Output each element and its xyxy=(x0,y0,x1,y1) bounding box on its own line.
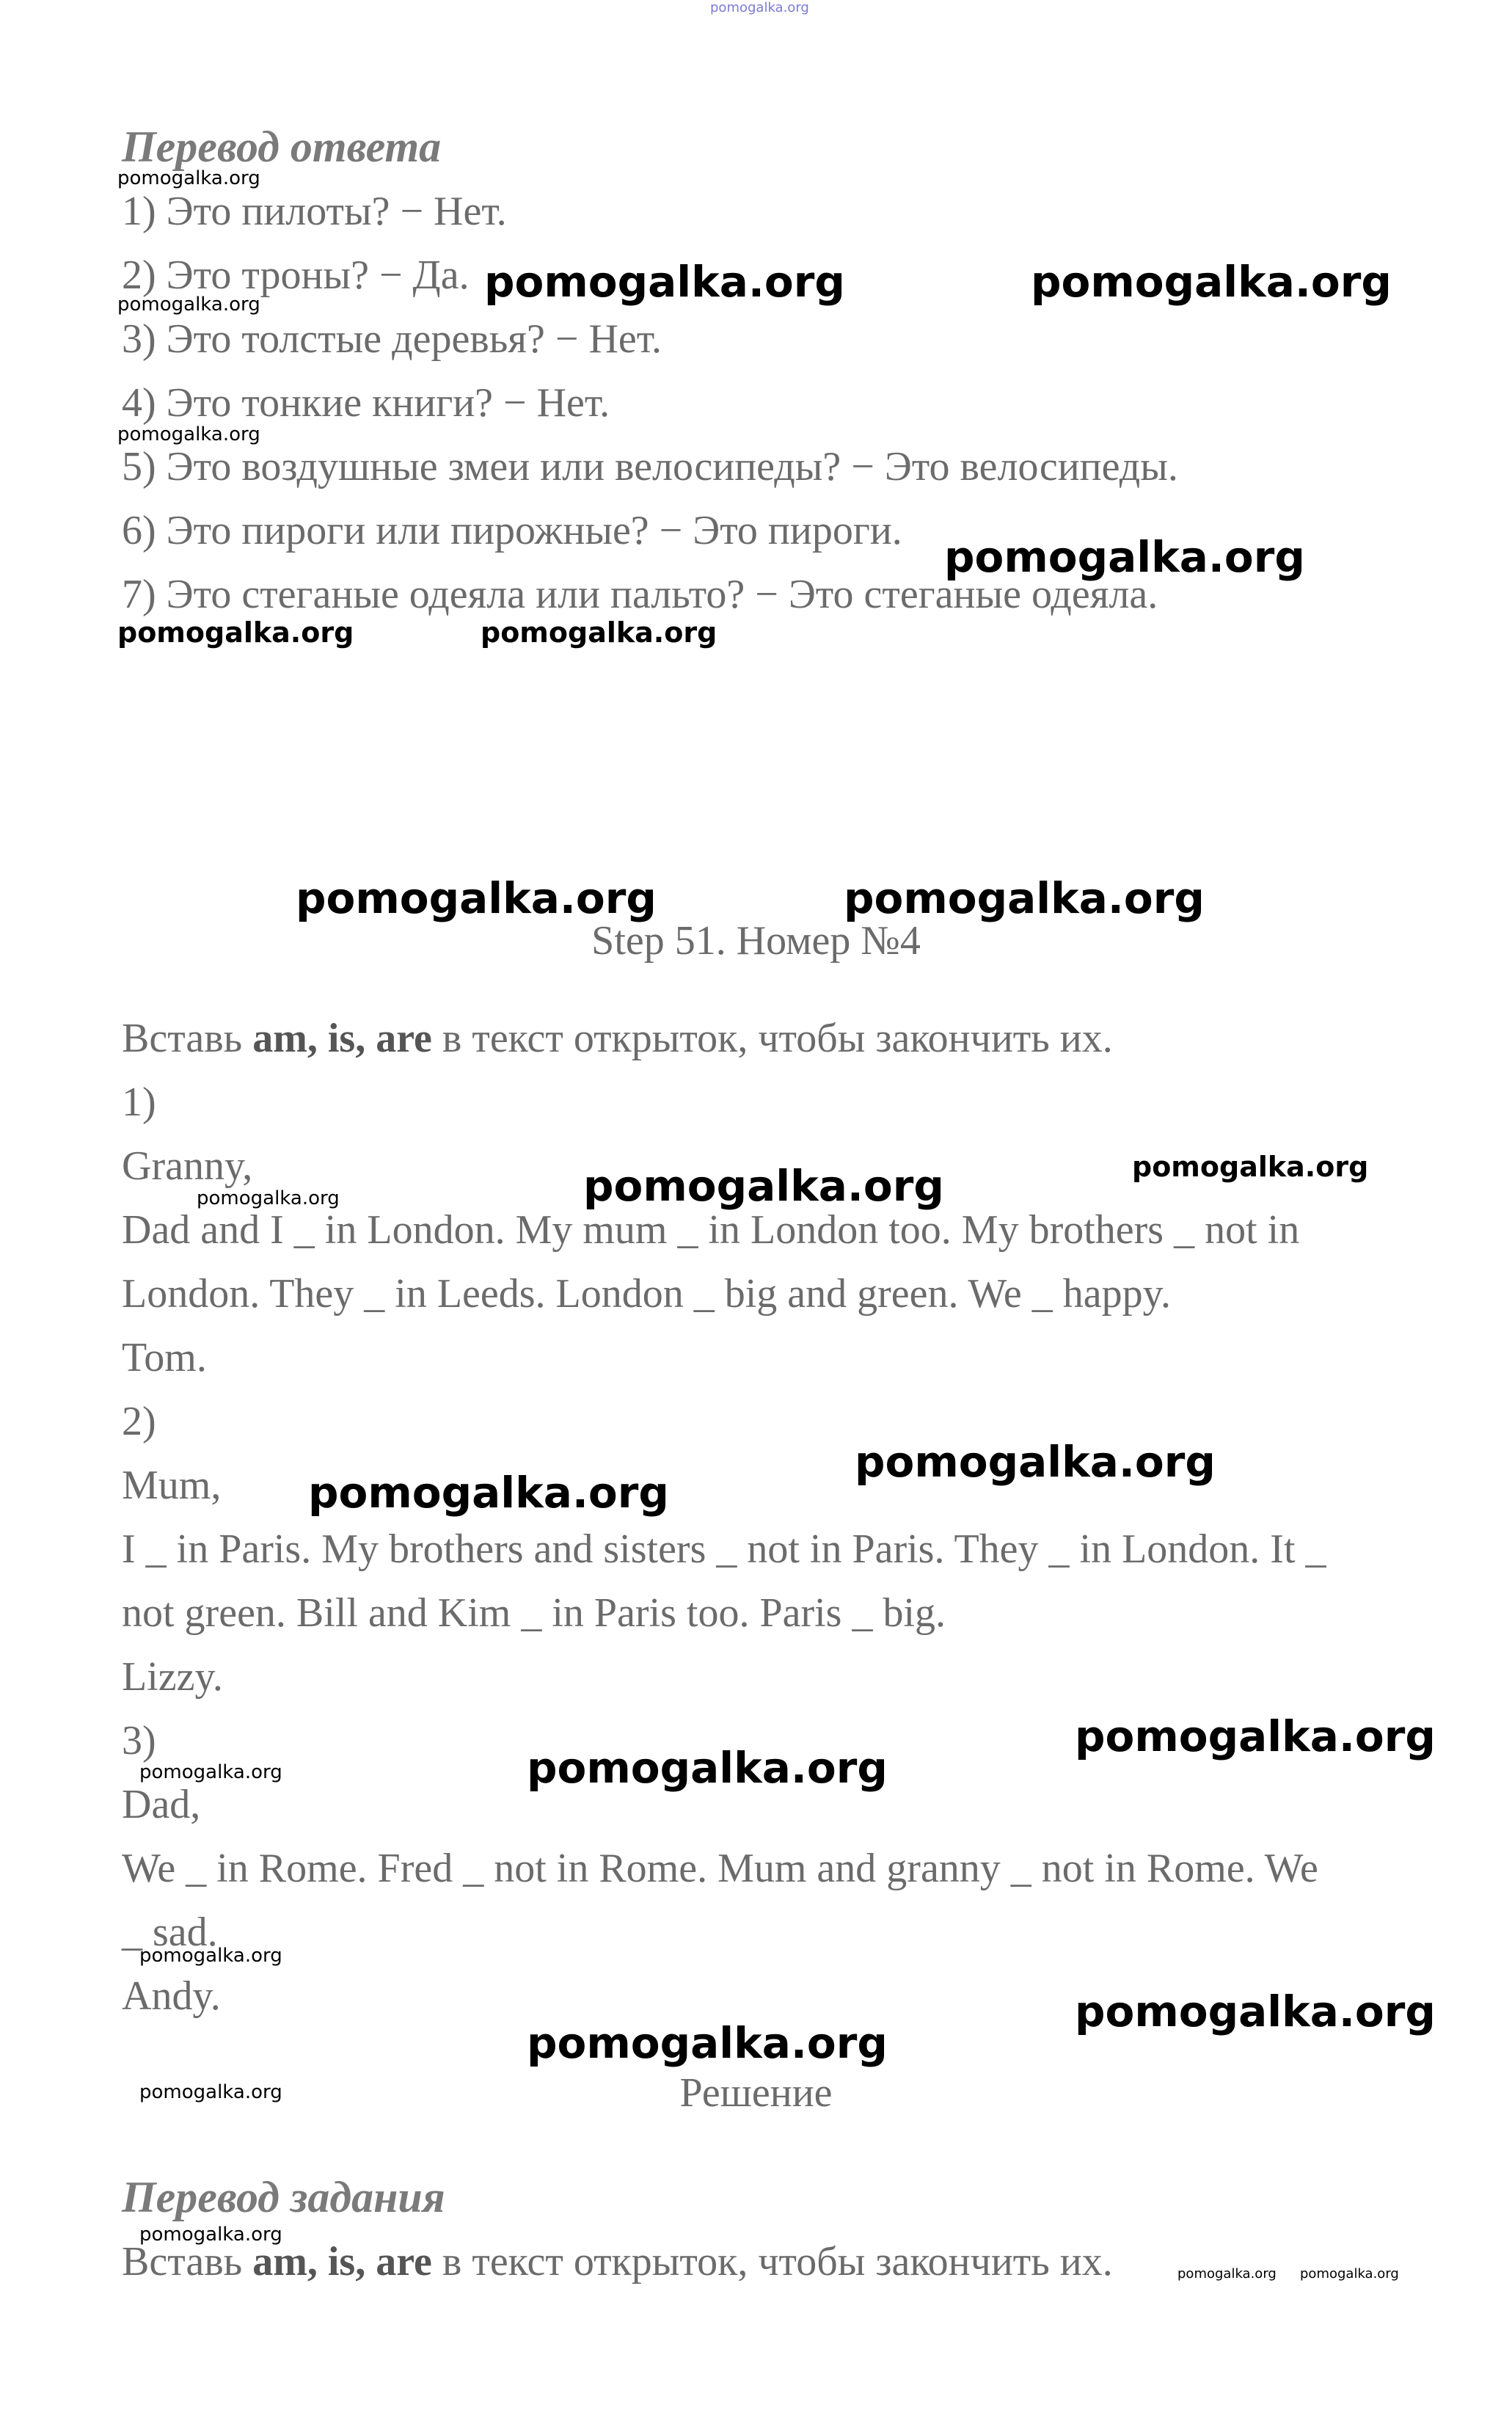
watermark: pomogalka.org xyxy=(139,2224,282,2246)
watermark: pomogalka.org xyxy=(710,0,809,15)
watermark: pomogalka.org xyxy=(855,1437,1216,1487)
postcard-number: 2) xyxy=(122,1399,156,1444)
answer-line: 6) Это пироги или пирожные? − Это пироги. xyxy=(122,508,902,553)
instruction-text: Вставь xyxy=(122,1016,253,1061)
watermark: pomogalka.org xyxy=(1132,1151,1369,1183)
watermark: pomogalka.org xyxy=(583,1161,944,1211)
exercise-title: Step 51. Номер №4 xyxy=(591,918,921,964)
answer-line: 2) Это троны? − Да. xyxy=(122,252,470,298)
postcard-line: not green. Bill and Kim _ in Paris too. Paris _ big. xyxy=(122,1590,946,1636)
instruction-bold-words: am, is, are xyxy=(252,1016,432,1061)
watermark: pomogalka.org xyxy=(139,2081,282,2103)
answer-line: 7) Это стеганые одеяла или пальто? − Это стеганые одеяла. xyxy=(122,572,1158,617)
answer-line: 3) Это толстые деревья? − Нет. xyxy=(122,316,662,362)
watermark: pomogalka.org xyxy=(117,294,260,316)
watermark: pomogalka.org xyxy=(1031,257,1392,307)
watermark: pomogalka.org xyxy=(481,616,717,649)
postcard-number: 3) xyxy=(122,1718,156,1763)
watermark: pomogalka.org xyxy=(117,423,260,445)
exercise-instruction xyxy=(122,1015,1113,1062)
instruction-text: Вставь xyxy=(122,2239,253,2284)
watermark: pomogalka.org xyxy=(117,616,354,649)
instruction-text: в текст открыток, чтобы закончить их. xyxy=(431,2239,1113,2284)
watermark: pomogalka.org xyxy=(139,1761,282,1783)
postcard-greeting: Mum, xyxy=(122,1463,222,1508)
postcard-number: 1) xyxy=(122,1080,156,1125)
instruction-text: в текст открыток, чтобы закончить их. xyxy=(431,1016,1113,1061)
task-translation-heading: Перевод задания xyxy=(122,2173,445,2221)
answer-line: 5) Это воздушные змеи или велосипеды? − Это велосипеды. xyxy=(122,444,1178,489)
watermark: pomogalka.org xyxy=(308,1468,669,1518)
postcard-signature: Lizzy. xyxy=(122,1654,223,1700)
postcard-greeting: Granny, xyxy=(122,1143,253,1189)
answer-line: 4) Это тонкие книги? − Нет. xyxy=(122,380,610,426)
watermark: pomogalka.org xyxy=(527,2018,888,2068)
watermark: pomogalka.org xyxy=(484,257,845,307)
answer-translation-heading: Перевод ответа xyxy=(122,123,442,171)
watermark: pomogalka.org xyxy=(139,1945,282,1967)
watermark: pomogalka.org xyxy=(117,167,260,189)
postcard-line: We _ in Rome. Fred _ not in Rome. Mum and granny _ not in Rome. We xyxy=(122,1846,1318,1891)
instruction-bold-words: am, is, are xyxy=(252,2239,432,2284)
postcard-line: Dad and I _ in London. My mum _ in London too. My brothers _ not in xyxy=(122,1207,1300,1253)
watermark: pomogalka.org xyxy=(1300,2266,1399,2282)
watermark: pomogalka.org xyxy=(844,873,1205,923)
watermark: pomogalka.org xyxy=(1075,1987,1436,2036)
watermark: pomogalka.org xyxy=(944,532,1305,582)
postcard-line: _ sad. xyxy=(122,1909,218,1955)
postcard-line: I _ in Paris. My brothers and sisters _ not in Paris. They _ in London. It _ xyxy=(122,1526,1326,1572)
postcard-signature: Andy. xyxy=(122,1973,221,2019)
postcard-greeting: Dad, xyxy=(122,1782,201,1827)
watermark: pomogalka.org xyxy=(1177,2266,1277,2282)
solution-label: Решение xyxy=(679,2070,833,2116)
postcard-line: London. They _ in Leeds. London _ big and green. We _ happy. xyxy=(122,1271,1171,1317)
postcard-signature: Tom. xyxy=(122,1335,207,1380)
watermark: pomogalka.org xyxy=(197,1187,340,1209)
watermark: pomogalka.org xyxy=(1075,1711,1436,1761)
watermark: pomogalka.org xyxy=(527,1743,888,1793)
watermark: pomogalka.org xyxy=(296,873,657,923)
answer-line: 1) Это пилоты? − Нет. xyxy=(122,189,507,234)
